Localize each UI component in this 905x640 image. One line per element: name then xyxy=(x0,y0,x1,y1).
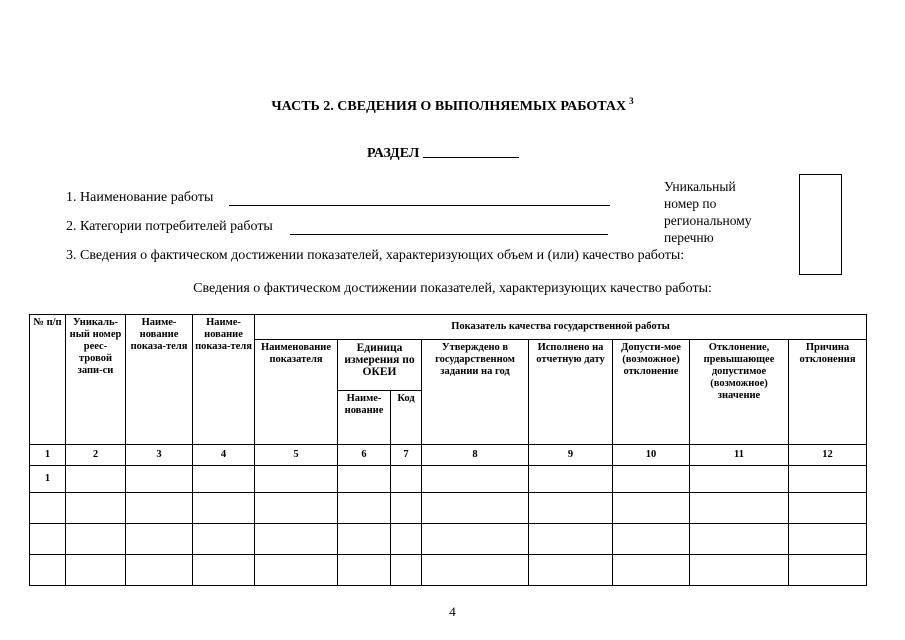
table-row xyxy=(30,493,867,524)
row-cell[interactable] xyxy=(193,555,255,586)
work-name-label: 1. Наименование работы xyxy=(66,190,214,205)
quality-indicators-table xyxy=(29,314,867,586)
row-cell[interactable] xyxy=(126,524,193,555)
row-cell[interactable] xyxy=(690,466,789,493)
header-allowed-deviation: Допусти-мое (возможное) отклонение xyxy=(613,340,690,445)
row-cell[interactable] xyxy=(422,555,529,586)
header-quality-group: Показатель качества государственной работы xyxy=(255,315,867,340)
row-cell[interactable] xyxy=(255,466,338,493)
row-cell: 1 xyxy=(30,466,66,493)
page-number: 4 xyxy=(449,604,456,619)
row-cell[interactable] xyxy=(30,524,66,555)
row-cell[interactable] xyxy=(690,493,789,524)
column-number: 1 xyxy=(30,445,66,466)
section-heading xyxy=(367,144,519,162)
header-indicator-name-2: Наиме-нование показа-теля xyxy=(193,315,255,445)
consumers-label: 2. Категории потребителей работы xyxy=(66,219,273,234)
table-row xyxy=(30,524,867,555)
document-title xyxy=(0,96,905,115)
row-cell[interactable] xyxy=(255,555,338,586)
column-number: 12 xyxy=(789,445,867,466)
unique-number-box[interactable] xyxy=(799,174,842,275)
row-cell[interactable] xyxy=(126,466,193,493)
row-cell[interactable] xyxy=(338,555,391,586)
column-number-row xyxy=(30,445,867,466)
row-cell[interactable] xyxy=(338,493,391,524)
header-indicator-name-1: Наиме-нование показа-теля xyxy=(126,315,193,445)
row-cell[interactable] xyxy=(255,493,338,524)
column-number: 11 xyxy=(690,445,789,466)
column-number: 5 xyxy=(255,445,338,466)
consumers-blank[interactable] xyxy=(290,221,608,235)
row-cell[interactable] xyxy=(126,555,193,586)
header-num: № п/п xyxy=(30,315,66,445)
header-executed: Исполнено на отчетную дату xyxy=(529,340,613,445)
row-cell[interactable] xyxy=(613,555,690,586)
row-cell[interactable] xyxy=(66,493,126,524)
row-cell[interactable] xyxy=(789,493,867,524)
row-cell[interactable] xyxy=(126,493,193,524)
column-number: 10 xyxy=(613,445,690,466)
row-cell[interactable] xyxy=(66,466,126,493)
row-cell[interactable] xyxy=(338,466,391,493)
table-row xyxy=(30,555,867,586)
row-cell[interactable] xyxy=(789,466,867,493)
header-unique-number: Уникаль-ный номер реес-тровой запи-си xyxy=(66,315,126,445)
row-cell[interactable] xyxy=(391,555,422,586)
column-number: 3 xyxy=(126,445,193,466)
row-cell[interactable] xyxy=(66,555,126,586)
header-unit-name: Наиме-нование xyxy=(338,391,391,445)
header-unit-code: Код xyxy=(391,391,422,445)
row-cell[interactable] xyxy=(529,493,613,524)
row-cell[interactable] xyxy=(193,466,255,493)
row-cell[interactable] xyxy=(391,493,422,524)
indicators-info-label: 3. Сведения о фактическом достижении показателей, характеризующих объем и (или) качество работы: xyxy=(66,248,685,263)
header-approved: Утверждено в государственном задании на год xyxy=(422,340,529,445)
row-cell[interactable] xyxy=(690,524,789,555)
title-text: ЧАСТЬ 2. СВЕДЕНИЯ О ВЫПОЛНЯЕМЫХ РАБОТАХ xyxy=(271,99,627,114)
row-cell[interactable] xyxy=(690,555,789,586)
work-name-blank[interactable] xyxy=(229,192,610,206)
column-number: 9 xyxy=(529,445,613,466)
row-cell[interactable] xyxy=(338,524,391,555)
row-cell[interactable] xyxy=(391,466,422,493)
header-row-1 xyxy=(30,315,867,340)
column-number: 7 xyxy=(391,445,422,466)
row-cell[interactable] xyxy=(529,524,613,555)
row-cell[interactable] xyxy=(422,493,529,524)
row-cell[interactable] xyxy=(789,555,867,586)
row-cell[interactable] xyxy=(30,493,66,524)
row-cell[interactable] xyxy=(391,524,422,555)
column-number: 2 xyxy=(66,445,126,466)
column-number: 8 xyxy=(422,445,529,466)
column-number: 4 xyxy=(193,445,255,466)
row-cell[interactable] xyxy=(193,493,255,524)
table-caption: Сведения о фактическом достижении показателей, характеризующих качество работы: xyxy=(193,281,712,296)
row-cell[interactable] xyxy=(422,524,529,555)
row-cell[interactable] xyxy=(422,466,529,493)
header-quality-indicator-name: Наименование показателя xyxy=(255,340,338,445)
row-cell[interactable] xyxy=(193,524,255,555)
row-cell[interactable] xyxy=(789,524,867,555)
row-cell[interactable] xyxy=(613,524,690,555)
table-row xyxy=(30,466,867,493)
header-deviation-reason: Причина отклонения xyxy=(789,340,867,445)
unique-number-label: Уникальный номер по региональному перечню xyxy=(664,179,752,245)
row-cell[interactable] xyxy=(613,466,690,493)
row-cell[interactable] xyxy=(66,524,126,555)
header-unit: Единица измерения по ОКЕИ xyxy=(338,340,422,391)
row-cell[interactable] xyxy=(613,493,690,524)
title-footnote-marker: 3 xyxy=(629,96,634,106)
row-cell[interactable] xyxy=(529,555,613,586)
section-number-blank[interactable] xyxy=(423,144,519,158)
section-label: РАЗДЕЛ xyxy=(367,146,420,161)
row-cell[interactable] xyxy=(30,555,66,586)
row-cell[interactable] xyxy=(255,524,338,555)
header-exceeding-deviation: Отклонение, превышающее допустимое (возможное) значение xyxy=(690,340,789,445)
row-cell[interactable] xyxy=(529,466,613,493)
column-number: 6 xyxy=(338,445,391,466)
